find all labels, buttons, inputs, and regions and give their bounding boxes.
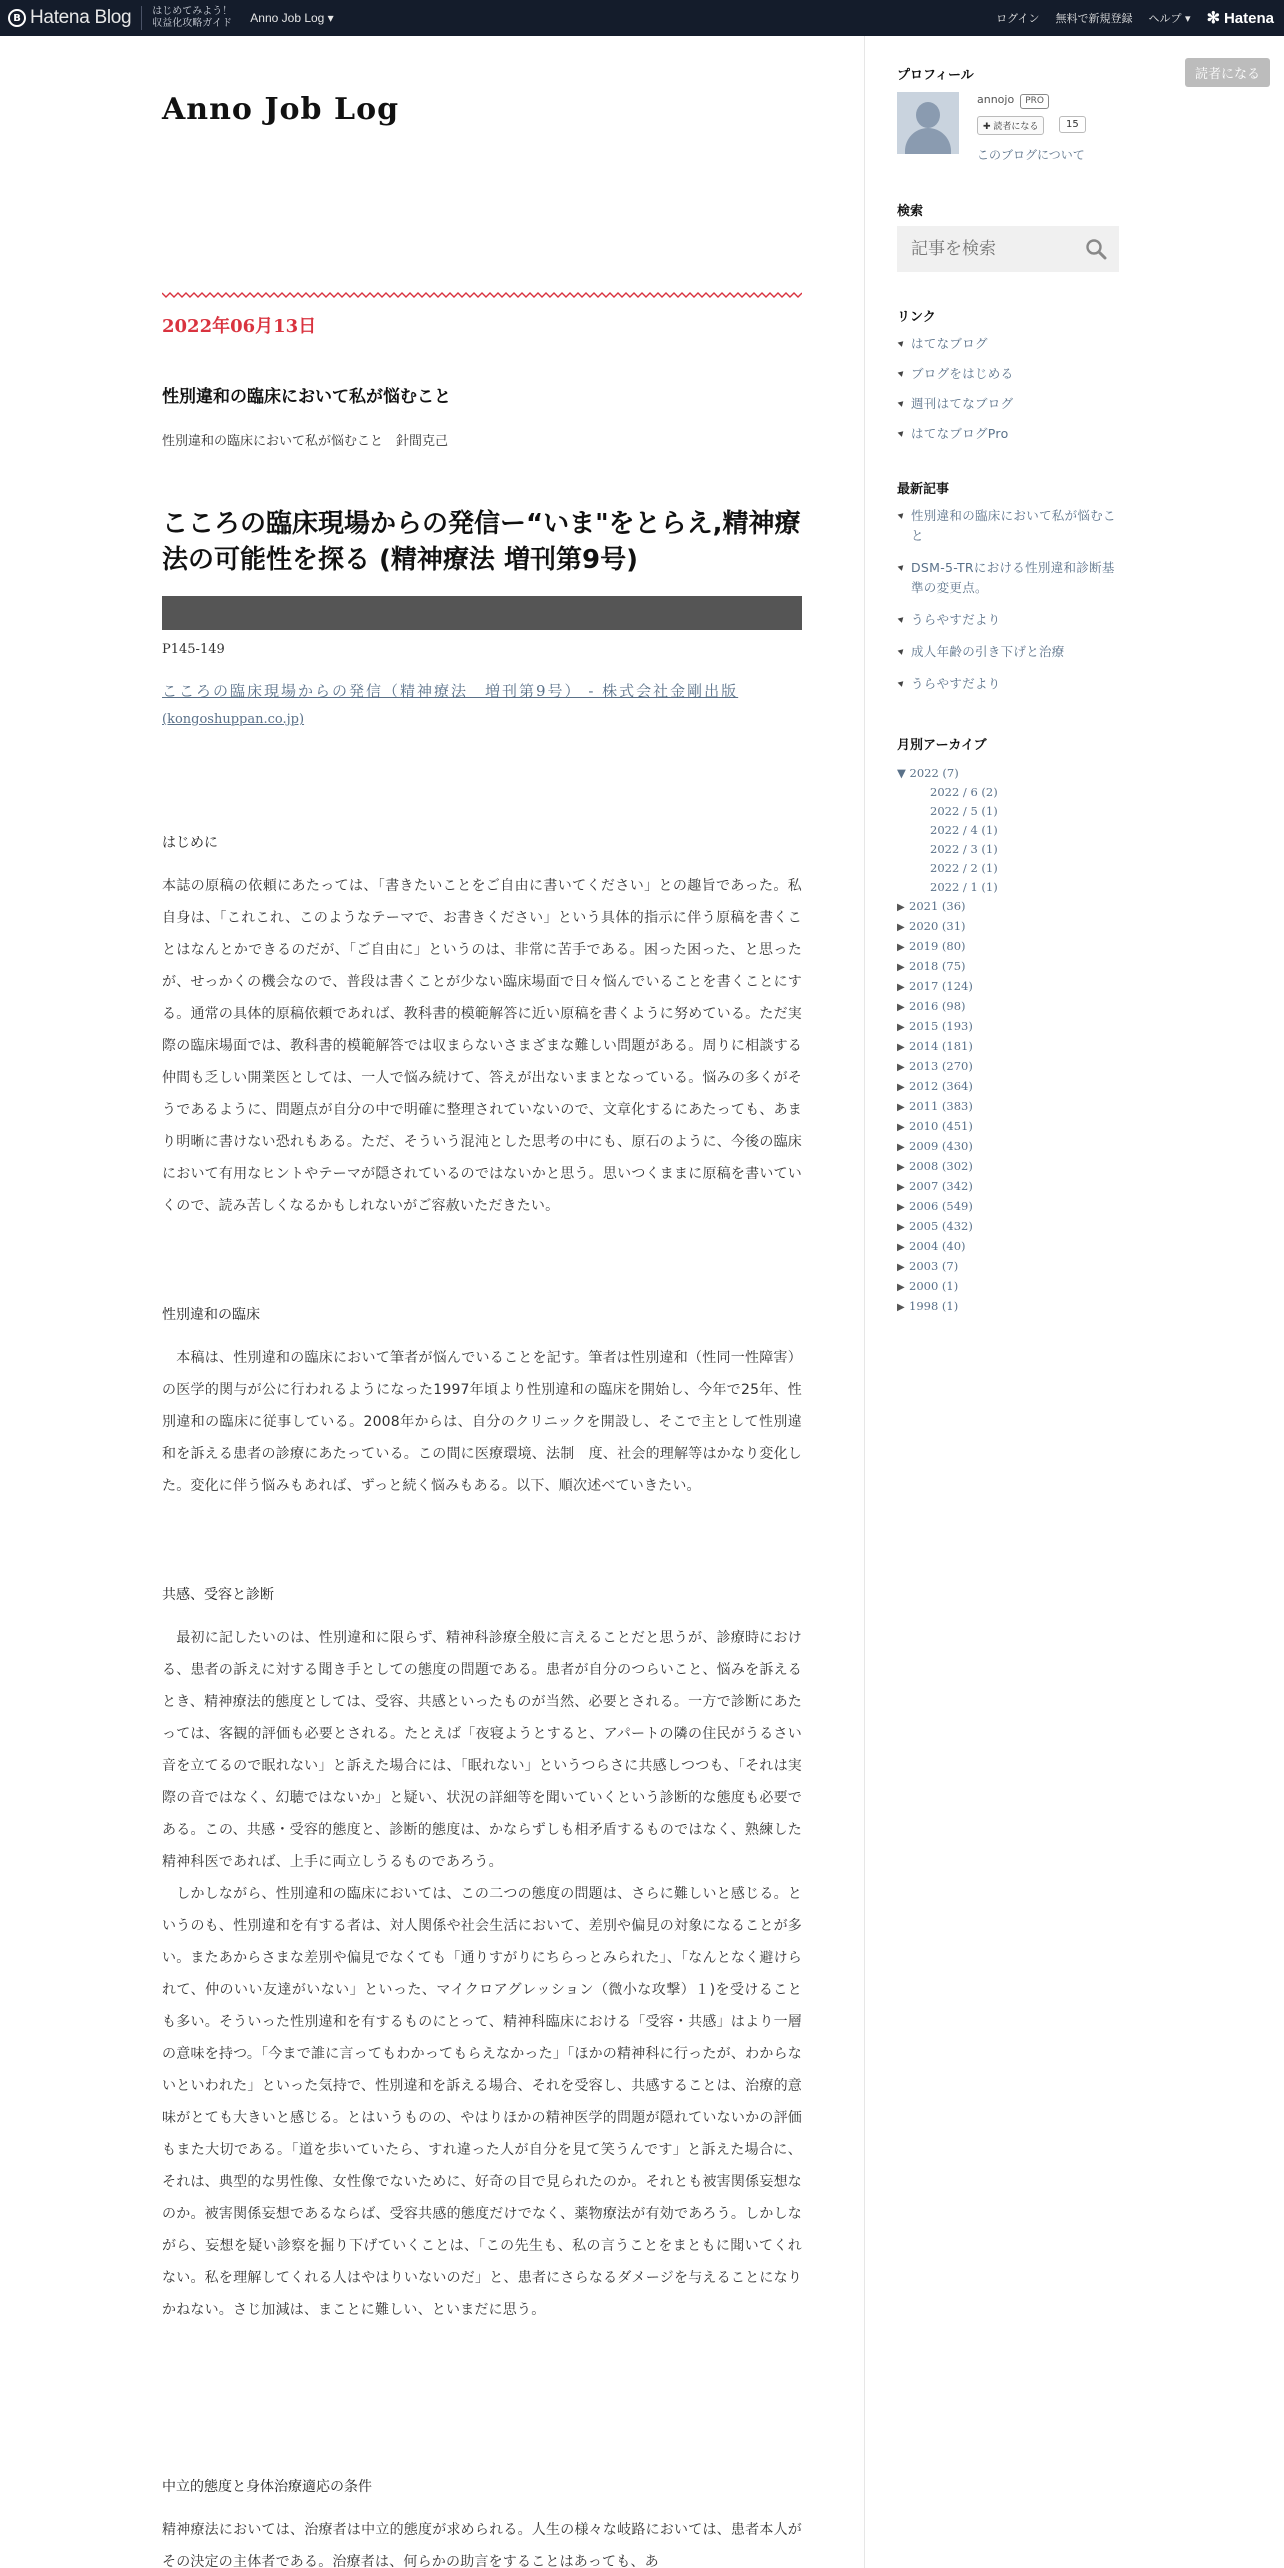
- hatena-brand-text: Hatena: [1223, 9, 1274, 27]
- promo-line-2: 収益化攻略ガイド: [152, 18, 232, 29]
- expand-triangle-icon: ▶: [897, 1282, 905, 1293]
- archive-month[interactable]: 2022 / 4 (1): [930, 823, 998, 837]
- archive-year-label: 2004 (40): [909, 1239, 966, 1253]
- expand-triangle-icon: ▶: [897, 1242, 905, 1253]
- recent-entry[interactable]: 成人年齢の引き下げと治療: [897, 642, 1127, 662]
- archive-year-label: 1998 (1): [909, 1299, 959, 1313]
- column-divider: [864, 36, 865, 2568]
- archive-year[interactable]: [897, 1077, 1127, 1097]
- section-paragraph: 本誌の原稿の依頼にあたっては、「書きたいことをご自由に書いてください」との趣旨であった。私自身は、「これこれ、このようなテーマで、お書きください」という具体的指示に伴う原稿を書くことはなんとかできるのだが、「ご自由に」というのは、非常に苦手である。困った困った、と思ったが、せっかくの機会なので、普段は書くことが少ない臨床場面で日々悩んでいることを書くことにする。通常の具体的原稿依頼であれば、教科書的模範解答に近い原稿を書くように努めている。ただ実際の臨床場面では、教科書的模範解答では収まらないさまざまな難しい問題がある。周りに相談する仲間も乏しい開業医としては、一人で悩み続けて、答えが出ないままとなっている。悩みの多くがそうであるように、問題点が自分の中で明確に整理されていないので、文章化するにあたっても、あまり明晰に書けない恐れもある。ただ、そういう混沌とした思考の中にも、原石のように、今後の臨床において有用なヒントやテーマが隠されているのではないかと思う。思いつくままに原稿を書いていくので、読み苦しくなるかもしれないがご容赦いただきたい。: [162, 878, 802, 1214]
- expand-triangle-icon: ▶: [897, 1022, 905, 1033]
- archive-year-label: 2003 (7): [909, 1259, 959, 1273]
- recent-entry[interactable]: DSM-5-TRにおける性別違和診断基準の変更点。: [897, 558, 1127, 598]
- archive-year-label: 2013 (270): [909, 1059, 973, 1073]
- archive-year-label: 2016 (98): [909, 999, 966, 1013]
- links-title: リンク: [897, 310, 936, 325]
- archive-year-label: 2012 (364): [909, 1079, 973, 1093]
- archive-year-label: 2006 (549): [909, 1199, 973, 1213]
- archive-year-open[interactable]: ▼ 2022 (7): [897, 766, 959, 780]
- section-paragraph: 最初に記したいのは、性別違和に限らず、精神科診療全般に言えることだと思うが、診療時における、患者の訴えに対する聞き手としての態度の問題である。患者が自分のつらいこと、悩みを訴えるとき、精神療法的態度としては、受容、共感といったものが当然、必要とされる。一方で診断にあたっては、客観的評価も必要とされる。たとえば「夜寝ようとすると、アパートの隣の住民がうるさい音を立てるので眠れない」と訴えた場合には、「眠れない」というつらさに共感しつつも、「それは実際の音ではなく、幻聴ではないか」と疑い、状況の詳細等を聞いていくという診断的な態度も必要である。この、共感・受容的態度と、診断的態度は、かならずしも相矛盾するものではなく、熟練した精神科医であれば、上手に両立しうるものであろう。: [162, 1630, 802, 1870]
- archive-year[interactable]: [897, 1117, 1127, 1137]
- logo-text: Hatena Blog: [30, 7, 132, 28]
- archive-month[interactable]: 2022 / 5 (1): [930, 804, 998, 818]
- profile-title: プロフィール: [897, 68, 974, 83]
- book-title-heading: こころの臨床現場からの発信ー“いま"をとらえ,精神療法の可能性を探る (精神療法 増刊第9号): [162, 509, 801, 575]
- expand-triangle-icon: ▶: [897, 962, 905, 973]
- promo-link[interactable]: [152, 6, 232, 30]
- profile-subscribe-button[interactable]: ✚ 読者になる: [977, 116, 1044, 135]
- archive-year[interactable]: [897, 917, 1127, 937]
- hatena-asterisk-icon: ✻: [1206, 10, 1220, 27]
- archive-year[interactable]: [897, 1177, 1127, 1197]
- expand-triangle-icon: ▶: [897, 1042, 905, 1053]
- wavy-divider: [162, 290, 802, 300]
- avatar-body-shape: [905, 128, 951, 154]
- archive-year[interactable]: [897, 1217, 1127, 1237]
- section-empathy: [162, 1584, 802, 2326]
- archive-year[interactable]: [897, 937, 1127, 957]
- archive-month[interactable]: 2022 / 2 (1): [930, 861, 998, 875]
- expand-triangle-icon: ▶: [897, 902, 905, 913]
- archive-year-label: 2014 (181): [909, 1039, 973, 1053]
- profile-username[interactable]: [977, 93, 1049, 109]
- archive-month[interactable]: 2022 / 6 (2): [930, 785, 998, 799]
- hatena-blog-logo[interactable]: [8, 7, 131, 29]
- link-item[interactable]: 週刊はてなブログ: [897, 394, 1127, 414]
- promo-line-1: はじめてみよう！: [152, 6, 233, 17]
- expand-triangle-icon: ▶: [897, 1222, 905, 1233]
- header-divider: [141, 6, 142, 30]
- link-item[interactable]: はてなブログPro: [897, 424, 1127, 444]
- archive-year-label: 2010 (451): [909, 1119, 973, 1133]
- section-heading: はじめに: [162, 835, 218, 851]
- search-box: [897, 226, 1119, 272]
- expand-triangle-icon: ▶: [897, 1262, 905, 1273]
- archive-title: 月別アーカイブ: [897, 738, 987, 753]
- expand-triangle-icon: ▶: [897, 1122, 905, 1133]
- archive-year-label: 2020 (31): [909, 919, 966, 933]
- archive-year[interactable]: [897, 1057, 1127, 1077]
- archive-year[interactable]: [897, 1257, 1127, 1277]
- archive-year[interactable]: [897, 977, 1127, 997]
- entry-subtitle: 性別違和の臨床において私が悩むこと 針間克己: [162, 434, 449, 449]
- expand-triangle-icon: ▶: [897, 922, 905, 933]
- entry-title[interactable]: 性別違和の臨床において私が悩むこと: [162, 387, 451, 407]
- section-heading: 共感、受容と診断: [162, 1587, 274, 1603]
- archive-year[interactable]: [897, 1097, 1127, 1117]
- archive-month[interactable]: 2022 / 3 (1): [930, 842, 998, 856]
- expand-triangle-icon: ▶: [897, 982, 905, 993]
- section-paragraph: しかしながら、性別違和の臨床においては、この二つの態度の問題は、さらに難しいと感じる。というのも、性別違和を有する者は、対人関係や社会生活において、差別や偏見の対象になることが多い。またあからさまな差別や偏見でなくても「通りすがりにちらっとみられた」、「なんとなく避けられて、仲のいい友達がいない」といった、マイクロアグレッション（微小な攻撃）１)を受けることも多い。そういった性別違和を有するものにとって、精神科臨床における「受容・共感」はより一層の意味を持つ。「今まで誰に言ってもわかってもらえなかった」「ほかの精神科に行ったが、わからないといわれた」といった気持で、性別違和を訴える場合、それを受容し、共感することは、治療的意味がとても大きいと感じる。とはいうものの、やはりほかの精神医学的問題が隠れていないかの評価もまた大切である。「道を歩いていたら、すれ違った人が自分を見て笑うんです」と訴えた場合に、それは、典型的な男性像、女性像でないために、好奇の目で見られたのか。それとも被害関係妄想なのか。被害関係妄想であるならば、受容共感的態度だけでなく、薬物療法が有効であろう。しかしながら、妄想を疑い診察を掘り下げていくことは、「この先生も、私の言うことをまともに聞いてくれない。私を理解してくれる人はやはりいないのだ」と、患者にさらなるダメージを与えることになりかねない。さじ加減は、まことに難しい、といまだに思う。: [162, 1886, 802, 2318]
- archive-year-label: 2000 (1): [909, 1279, 959, 1293]
- link-item[interactable]: はてなブログ: [897, 334, 1127, 354]
- global-header: [0, 0, 1284, 36]
- expand-triangle-icon: ▶: [897, 1202, 905, 1213]
- hatena-logo-icon: B: [8, 9, 26, 27]
- subscriber-count[interactable]: 15: [1059, 116, 1086, 133]
- section-intro: [162, 832, 802, 1222]
- archive-year-label: 2009 (430): [909, 1139, 973, 1153]
- avatar[interactable]: [897, 92, 959, 154]
- recent-entry[interactable]: うらやすだより: [897, 674, 1127, 694]
- archive-month[interactable]: 2022 / 1 (1): [930, 880, 998, 894]
- page-range: P145-149: [162, 642, 225, 657]
- login-link[interactable]: ログイン: [996, 12, 1040, 25]
- expand-triangle-icon: ▶: [897, 942, 905, 953]
- section-neutrality: [162, 2476, 802, 2568]
- image-placeholder-bar: [162, 596, 802, 630]
- link-item[interactable]: ブログをはじめる: [897, 364, 1127, 384]
- section-paragraph: 本稿は、性別違和の臨床において筆者が悩んでいることを記す。筆者は性別違和（性同一性障害）の医学的関与が公に行われるようになった1997年頃より性別違和の臨床を開始し、今年で25年、性別違和の臨床に従事している。2008年からは、自分のクリニックを開設し、そこで主として性別違和を訴える患者の診療にあたっている。この間に医療環境、法制 度、社会的理解等はかなり変化した。変化に伴う悩みもあれば、ずっと続く悩みもある。以下、順次述べていきたい。: [162, 1350, 802, 1494]
- blog-title[interactable]: Anno Job Log: [162, 92, 400, 127]
- archive-year[interactable]: [897, 1197, 1127, 1217]
- archive-year[interactable]: [897, 1157, 1127, 1177]
- archive-year[interactable]: [897, 1277, 1127, 1297]
- section-gender-clinic: [162, 1304, 802, 1502]
- expand-triangle-icon: ▶: [897, 1162, 905, 1173]
- expand-triangle-icon: ▶: [897, 1302, 905, 1313]
- help-menu[interactable]: ヘルプ ▾: [1148, 12, 1191, 25]
- archive-year-label: 2005 (432): [909, 1219, 973, 1233]
- archive-list: [897, 764, 1127, 1317]
- section-heading: 中立的態度と身体治療適応の条件: [162, 2479, 372, 2495]
- search-icon[interactable]: [1085, 238, 1107, 260]
- pro-badge: PRO: [1020, 94, 1049, 109]
- archive-year-label: 2017 (124): [909, 979, 973, 993]
- archive-year[interactable]: [897, 1237, 1127, 1257]
- signup-link[interactable]: 無料で新規登録: [1055, 12, 1133, 25]
- avatar-head-shape: [916, 102, 940, 128]
- archive-year[interactable]: [897, 997, 1127, 1017]
- recent-entries-list: [897, 506, 1127, 706]
- archive-year-label: 2015 (193): [909, 1019, 973, 1033]
- archive-year[interactable]: [897, 957, 1127, 977]
- expand-triangle-icon: ▶: [897, 1002, 905, 1013]
- archive-year-label: 2018 (75): [909, 959, 966, 973]
- archive-year-label: 2008 (302): [909, 1159, 973, 1173]
- archive-year[interactable]: [897, 1137, 1127, 1157]
- archive-year[interactable]: [897, 1017, 1127, 1037]
- username-text: annojo: [977, 93, 1015, 106]
- archive-year[interactable]: [897, 897, 1127, 917]
- archive-year-label: 2011 (383): [909, 1099, 973, 1113]
- search-input[interactable]: [911, 237, 1071, 261]
- recent-entry[interactable]: 性別違和の臨床において私が悩むこと: [897, 506, 1127, 546]
- blog-menu-dropdown[interactable]: Anno Job Log ▾: [250, 11, 334, 25]
- recent-entry[interactable]: うらやすだより: [897, 610, 1127, 630]
- recent-title: 最新記事: [897, 482, 950, 497]
- archive-year[interactable]: [897, 1297, 1127, 1317]
- header-right: [996, 0, 1274, 36]
- entry-date[interactable]: 2022年06月13日: [162, 316, 317, 337]
- expand-triangle-icon: ▶: [897, 1062, 905, 1073]
- expand-triangle-icon: ▶: [897, 1142, 905, 1153]
- publisher-link[interactable]: こころの臨床現場からの発信（精神療法 増刊第9号） - 株式会社金剛出版: [162, 682, 739, 700]
- archive-year-label: 2007 (342): [909, 1179, 973, 1193]
- expand-triangle-icon: ▶: [897, 1082, 905, 1093]
- section-heading: 性別違和の臨床: [162, 1307, 260, 1323]
- links-list: [897, 334, 1127, 454]
- archive-year[interactable]: [897, 1037, 1127, 1057]
- archive-year-label: 2019 (80): [909, 939, 966, 953]
- expand-triangle-icon: ▶: [897, 1102, 905, 1113]
- search-title: 検索: [897, 204, 924, 219]
- expand-triangle-icon: ▶: [897, 1182, 905, 1193]
- about-blog-link[interactable]: このブログについて: [977, 148, 1085, 162]
- subscribe-button[interactable]: 読者になる: [1185, 58, 1270, 87]
- hatena-brand-link[interactable]: [1207, 8, 1274, 28]
- publisher-domain-link[interactable]: (kongoshuppan.co.jp): [162, 712, 305, 727]
- section-paragraph: 精神療法においては、治療者は中立的態度が求められる。人生の様々な岐路においては、患者本人がその決定の主体者である。治療者は、何らかの助言をすることはあっても、あ: [162, 2522, 802, 2568]
- archive-years: [897, 897, 1127, 1317]
- archive-year-label: 2021 (36): [909, 899, 966, 913]
